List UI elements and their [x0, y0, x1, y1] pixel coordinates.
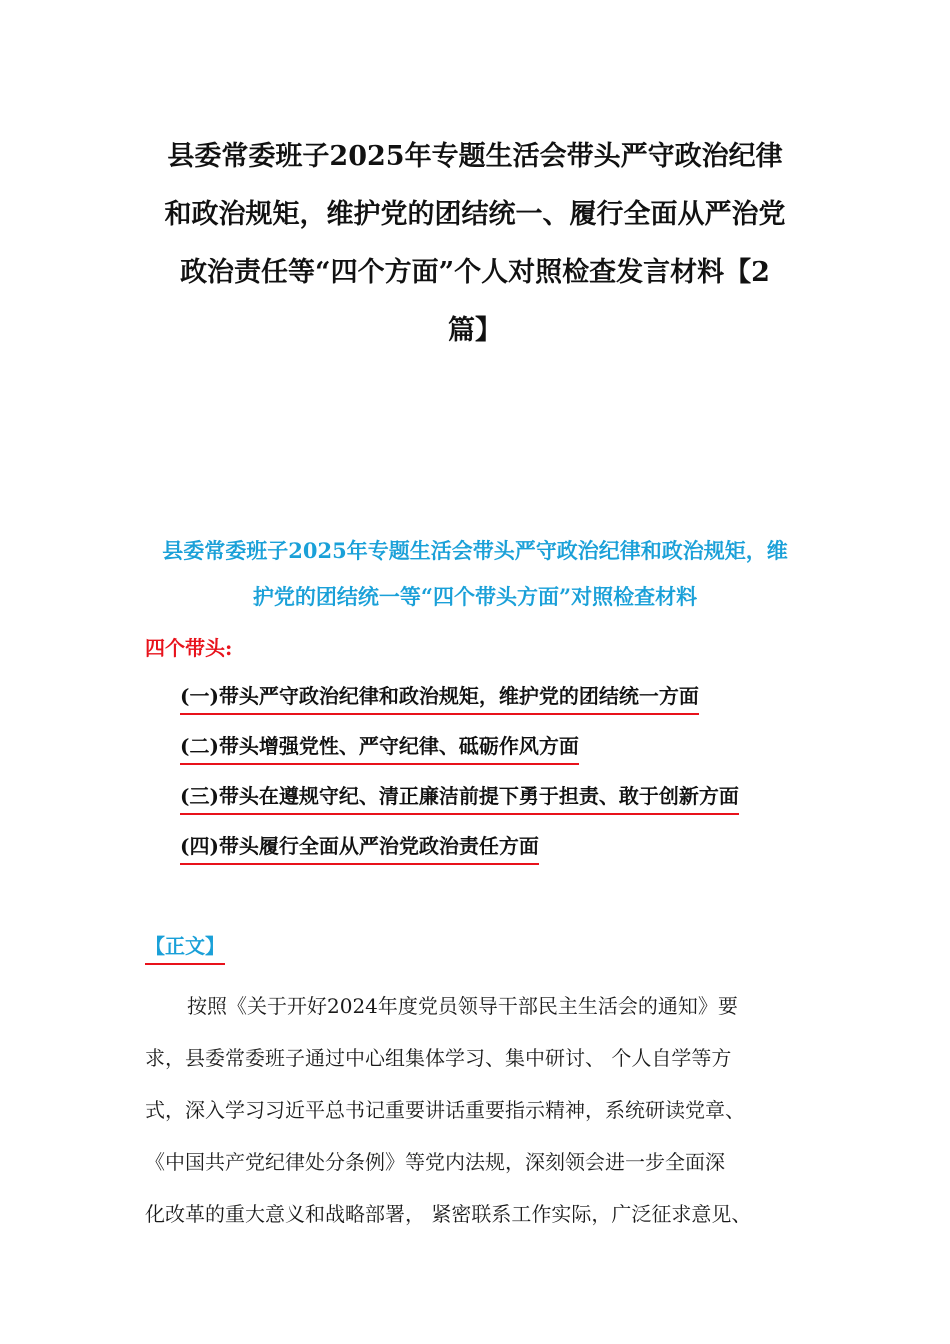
- four-leads-heading: 四个带头:: [145, 636, 233, 660]
- toc-link-1[interactable]: (一)带头严守政治纪律和政治规矩，维护党的团结统一方面: [180, 680, 699, 715]
- toc-link-2[interactable]: (二)带头增强党性、严守纪律、砥砺作风方面: [180, 730, 579, 765]
- title-line: 和政治规矩，维护党的团结统一、履行全面从严治党: [164, 199, 786, 230]
- section-label-main-text: 【正文】: [145, 930, 225, 965]
- subtitle-line: 县委常委班子2025年专题生活会带头严守政治纪律和政治规矩，维: [162, 538, 788, 563]
- toc-item: [180, 780, 739, 830]
- body-line: 《中国共产党纪律处分条例》等党内法规，深刻领会进一步全面深: [145, 1150, 725, 1174]
- title-line: 县委常委班子2025年专题生活会带头严守政治纪律: [167, 141, 783, 172]
- toc-item: [180, 680, 739, 730]
- document-title: [120, 128, 830, 360]
- toc-link-3[interactable]: (三)带头在遵规守纪、清正廉洁前提下勇于担责、敢于创新方面: [180, 780, 739, 815]
- body-line: 式，深入学习习近平总书记重要讲话重要指示精神，系统研读党章、: [145, 1098, 745, 1122]
- title-line: 政治责任等“四个方面”个人对照检查发言材料【2: [180, 257, 770, 288]
- body-line: 求，县委常委班子通过中心组集体学习、集中研讨、 个人自学等方: [145, 1046, 732, 1070]
- document-subtitle: [140, 528, 810, 620]
- body-line: 化改革的重大意义和战略部署， 紧密联系工作实际，广泛征求意见、: [145, 1202, 752, 1226]
- toc-item: [180, 730, 739, 780]
- toc-item: [180, 830, 739, 880]
- table-of-contents: [180, 680, 739, 880]
- body-paragraph: [145, 980, 825, 1240]
- body-line: 按照《关于开好2024年度党员领导干部民主生活会的通知》要: [187, 994, 738, 1018]
- toc-link-4[interactable]: (四)带头履行全面从严治党政治责任方面: [180, 830, 539, 865]
- subtitle-line: 护党的团结统一等“四个带头方面”对照检查材料: [252, 584, 698, 609]
- title-line: 篇】: [448, 315, 502, 346]
